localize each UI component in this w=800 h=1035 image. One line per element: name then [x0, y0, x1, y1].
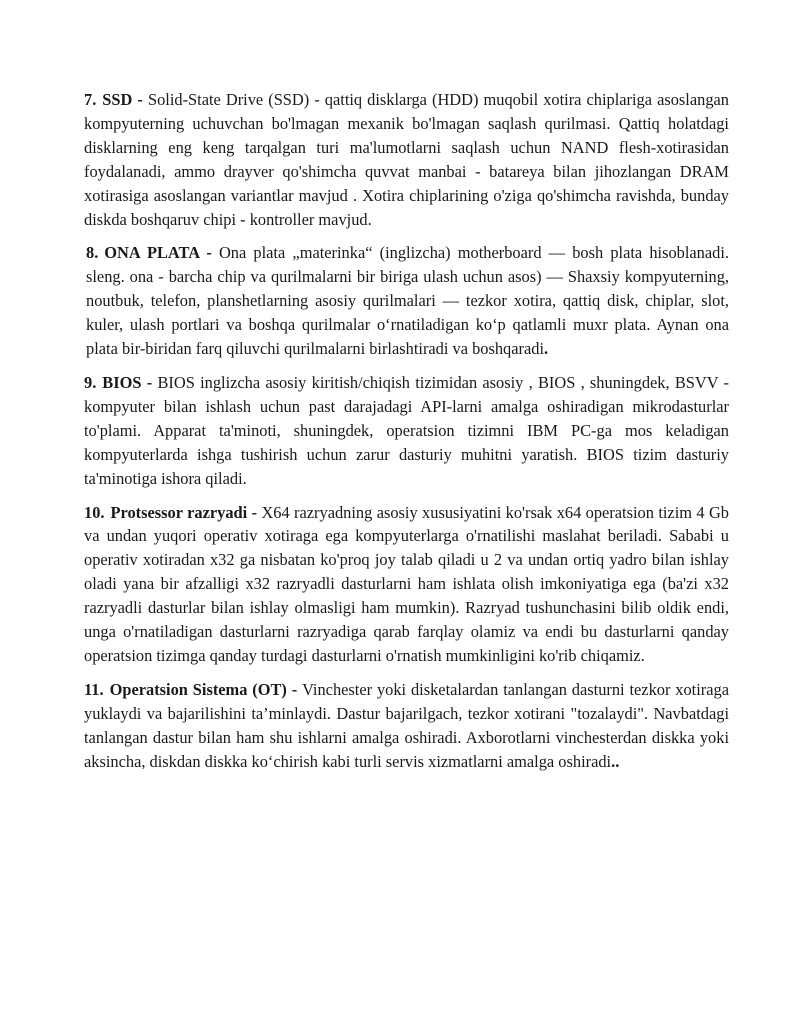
section-title: BIOS [102, 372, 142, 392]
document-page [84, 88, 729, 783]
section-body: X64 razryadning asosiy xususiyatini ko'rsak x64 operatsion tizim 4 Gb va undan yuqori operativ xotiraga ega kompyuterlarga o'rnatilishi maslahat beriladi. Sababi u operativ xotiradan x32 ga nisbatan ko'proq joy talab qiladi u 2 va undan ortiq yadro bilan ishlay oladi yana bir afzalligi x32 razryadli dasturlarni ham ishlata olish imkoniyatiga ega (ba'zi x32 razryadli dasturlar bilan ishlay olmasligi ham mumkin). Razryad tushunchasini bilib oldik endi, unga o'rnatiladigan dasturlarni razryadiga qarab farqlay olamiz va endi bu dasturlarni qanday operatsion tizimga qanday turdagi dasturlarni o'rnatish mumkinligini ko'rib chiqamiz. [84, 502, 729, 665]
section-body: Solid-State Drive (SSD) - qattiq disklarga (HDD) muqobil xotira chiplariga asoslangan kompyuterning uchuvchan bo'lmagan mexanik bo'lmagan saqlash qurilmasi. Qattiq holatdagi disklarning eng keng tarqalgan turi ma'lumotlarni saqlash uchun NAND flesh-xotirasidan foydalanadi, ammo drayver qo'shimcha quvvat manbai - batareya bilan jihozlangan DRAM xotirasiga asoslangan variantlar mavjud . Xotira chiplarining o'ziga qo'shimcha ravishda, bunday diskda boshqaruv chipi - kontroller mavjud. [84, 90, 729, 229]
section-body: Vinchester yoki disketalardan tanlangan dasturni tezkor xotiraga yuklaydi va bajarilishini ta’minlaydi. Dastur bajarilgach, tezkor xotirani "tozalaydi". Navbatdagi tanlangan dastur bilan ham shu ishlarni amalga oshiradi. Axborotlarni vinchesterdan diskka yoki aksincha, diskdan diskka koʻchirish kabi turli servis xizmatlarni amalga oshiradi [84, 679, 729, 771]
section-number: 11. [84, 679, 104, 699]
section-number: 9. [84, 372, 97, 392]
section-protsessor-razryadi [84, 501, 729, 668]
section-separator: - [132, 90, 148, 109]
section-tail: . [544, 339, 549, 359]
section-title: ONA PLATA [104, 243, 200, 263]
section-bios [84, 371, 729, 491]
section-separator: - [199, 243, 219, 263]
section-number: 8. [86, 243, 99, 263]
section-separator: - [141, 372, 158, 392]
section-tail: .. [611, 751, 620, 771]
section-separator: - [247, 502, 262, 522]
section-operatsion-sistema [84, 678, 729, 774]
section-title: Protsessor razryadi [110, 502, 248, 522]
section-ona-plata [84, 241, 729, 361]
section-number: 10. [84, 502, 105, 522]
section-body: Ona plata „materinka“ (inglizcha) motherboard — bosh plata hisoblanadi. sleng. ona - barcha chip va qurilmalarni bir biriga ulash uchun asos) — Shaxsiy kompyuterning, noutbuk, telefon, planshetlarning asosiy qurilmalari — tezkor xotira, qattiq disk, chiplar, slot, kuler, ulash portlari va boshqa qurilmalar oʻrnatiladigan koʻp qatlamli muxr plata. Aynan ona plata bir-biridan farq qiluvchi qurilmalarni birlashtiradi va boshqaradi [86, 243, 730, 359]
section-separator: - [286, 679, 303, 699]
section-ssd [84, 88, 729, 231]
section-body: BIOS inglizcha asosiy kiritish/chiqish tizimidan asosiy , BIOS , shuningdek, BSVV - kompyuter bilan ishlash uchun past darajadagi API-larni amalga oshiradigan mikrodasturlar to'plami. Apparat ta'minoti, shuningdek, operatsion tizimni IBM PC-ga mos keladigan kompyuterlarda ishga tushirish uchun zarur dasturiy muhitni yaratish. BIOS tizim dasturiy ta'minotiga ishora qiladi. [84, 372, 729, 488]
section-number: 7. [84, 90, 97, 109]
section-title: SSD [102, 90, 133, 109]
section-title: Operatsion Sistema (OT) [109, 679, 287, 699]
